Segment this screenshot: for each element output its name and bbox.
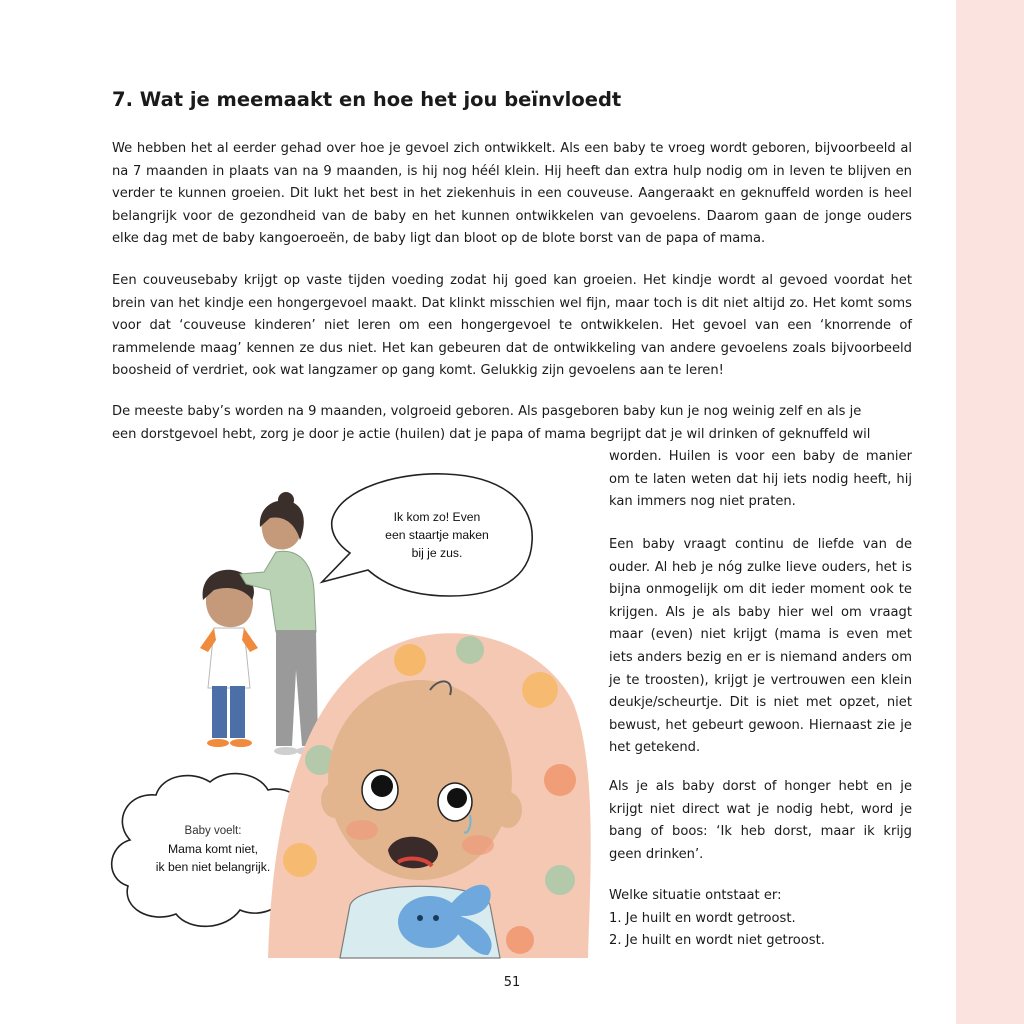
paragraph-premature-baby: We hebben het al eerder gehad over hoe je gevoel zich ontwikkelt. Als een baby te vroeg wordt geboren, bijvoorbeeld al na 7 maanden in plaats van na 9 maanden, is hij nog héél klein. Hij heeft dan extra hulp nodig om in leven te blijven en verder te kunnen groeien. Dit lukt het best in het ziekenhuis in een couveuse. Aangeraakt en geknuffeld worden is heel belangrijk voor de gezondheid van de baby en het kunnen ontwikkelen van gevoelens. Daarom gaan de jonge ouders elke dag met de baby kangoeroeën, de baby ligt dan bloot op de blote borst van de papa of mama. (112, 141, 912, 247)
speech-line-3: bij je zus. (411, 546, 463, 560)
paragraph-thirst-hunger: Als je als baby dorst of honger hebt en je krijgt niet direct wat je nodig hebt, word je bang of boos: ‘Ik heb dorst, maar ik krijg geen drinken’. (609, 779, 912, 862)
sister-figure (200, 570, 258, 747)
situation-intro: Welke situatie ontstaat er: (609, 888, 782, 903)
page-title: 7. Wat je meemaakt en hoe het jou beïnvloedt (112, 88, 622, 111)
paragraph-love-of-parent: Een baby vraagt continu de liefde van de ouder. Al heb je nóg zulke lieve ouders, het is bijna onmogelijk om dit ieder moment ook te krijgen. Als je als baby hier wel om vraagt maar (even) niet krijgt (mama is even met iets anders bezig en er is niemand anders om je te troosten), krijgt je vertrouwen een klein deukje/scheurtje. Dit is niet met opzet, niet bewust, het gebeurt gewoon. Hiernaast zie je het getekend. (609, 537, 912, 756)
situation-item-2: 2. Je huilt en wordt niet getroost. (609, 933, 825, 949)
mother-figure (240, 492, 320, 755)
situation-item-1: 1. Je huilt en wordt getroost. (609, 910, 796, 926)
thought-line-2: ik ben niet belangrijk. (155, 860, 271, 874)
page-side-strip (956, 0, 1024, 1024)
paragraph-fullterm-continued: worden. Huilen is voor een baby de manier om te laten weten dat hij iets nodig heeft, hij kan immers nog niet praten. (609, 449, 912, 510)
speech-line-1: Ik kom zo! Even (393, 510, 481, 524)
thought-line-1: Mama komt niet, (167, 842, 259, 856)
paragraph-couveuse-feeding: Een couveusebaby krijgt op vaste tijden voeding zodat hij goed kan groeien. Het kindje wordt al gevoed voordat het brein van het kindje een hongergevoel maakt. Dat klinkt misschien wel fijn, maar toch is dit niet altijd zo. Het komt soms voor dat ‘couveuse kinderen’ niet leren om een hongergevoel te ontwikkelen. Het gevoel van een ‘knorrende of rammelende maag’ kennen ze dus niet. Het kan gebeuren dat de ontwikkeling van andere gevoelens zoals bijvoorbeeld boosheid of verdriet, ook wat langzamer op gang komt. Gelukkig zijn gevoelens aan te leren! (112, 273, 912, 379)
crying-baby-illustration (110, 465, 595, 960)
situation-list (609, 885, 912, 953)
paragraph-fullterm-line-2: een dorstgevoel hebt, zorg je door je actie (huilen) dat je papa of mama begrijpt dat je wil drinken of geknuffeld wil (112, 427, 871, 442)
thought-bubble-text (138, 822, 288, 876)
page-number: 51 (503, 975, 521, 990)
speech-line-2: een staartje maken (385, 528, 489, 542)
thought-label: Baby voelt: (184, 825, 242, 837)
speech-bubble-text (377, 508, 497, 562)
paragraph-fullterm-line-1: De meeste baby’s worden na 9 maanden, volgroeid geboren. Als pasgeboren baby kun je nog weinig zelf en als je (112, 404, 862, 419)
